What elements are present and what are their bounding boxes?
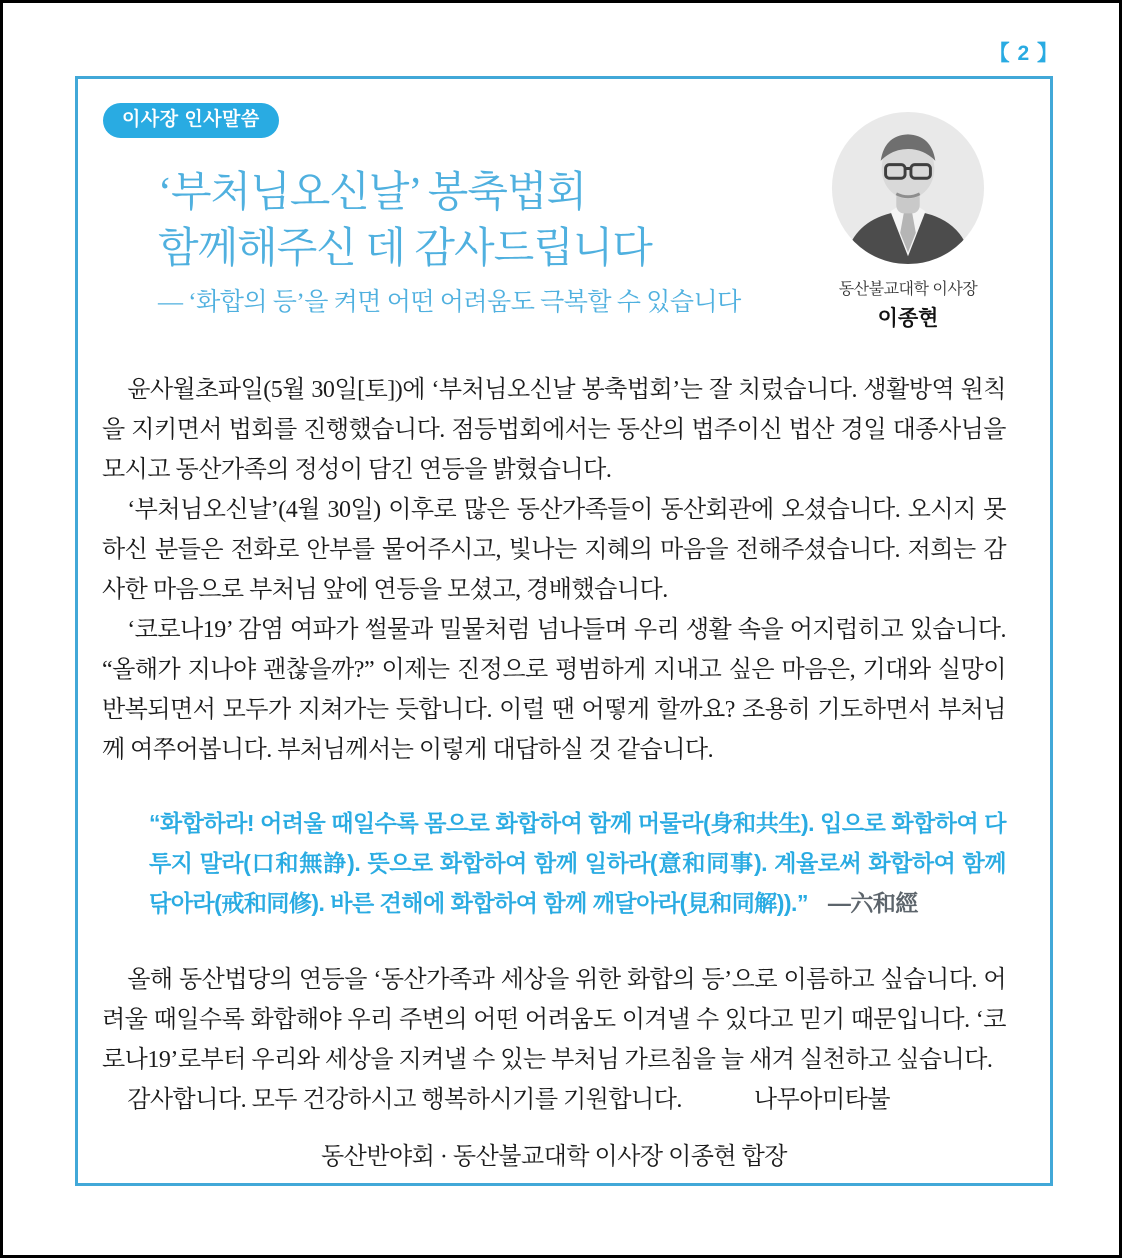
page-number: 【 2 】 — [988, 42, 1059, 65]
scripture-quote-text: “화합하라! 어려울 때일수록 몸으로 화합하여 함께 머물라(身和共生). 입으로 화합하여 다투지 말라(口和無諍). 뜻으로 화합하여 함께 일하라(意和同事). 계율로써 화합하여 함께 닦아라(戒和同修). 바른 견해에 화합하여 함께 깨달아라(見和同解)).” — [149, 810, 1006, 916]
chairman-name: 이종현 — [877, 307, 939, 330]
body-paragraph-1: 윤사월초파일(5월 30일[토])에 ‘부처님오신날 봉축법회’는 잘 치렀습니다. 생활방역 원칙을 지키면서 법회를 진행했습니다. 점등법회에서는 동산의 법주이신 법산 경일 대종사님을 모시고 동산가족의 정성이 담긴 연등을 밝혔습니다. — [102, 377, 1006, 483]
chairman-portrait-photo — [830, 110, 986, 266]
amitabha-text: 나무아미타불 — [753, 1087, 891, 1113]
body-paragraph-4: 올해 동산법당의 연등을 ‘동산가족과 세상을 위한 화합의 등’으로 이름하고 싶습니다. 어려울 때일수록 화합해야 우리 주변의 어떤 어려움도 이겨낼 수 있다고 믿기 때문입니다. ‘코로나19’로부터 우리와 세상을 지켜낼 수 있는 부처님 가르침을 늘 새겨 실천하고 싶습니다. — [102, 967, 1007, 1073]
greeting-body — [102, 370, 1006, 1177]
section-badge: 이사장 인사말씀 — [103, 103, 279, 138]
page-title-line2: 함께해주신 데 감사드립니다 — [158, 226, 652, 272]
closing-signature: 동산반야회 · 동산불교대학 이사장 이종현 합장 — [321, 1144, 787, 1170]
body-paragraph-3: ‘코로나19’ 감염 여파가 썰물과 밀물처럼 넘나들며 우리 생활 속을 어지럽히고 있습니다. “올해가 지나야 괜찮을까?” 이제는 진정으로 평범하게 지내고 싶은 마음은, 기대와 실망이 반복되면서 모두가 지쳐가는 듯합니다. 이럴 땐 어떻게 할까요? 조용히 기도하면서 부처님께 여쭈어봅니다. 부처님께서는 이렇게 대답하실 것 같습니다. — [102, 617, 1006, 763]
page-subtitle: — ‘화합의 등’을 켜면 어떤 어려움도 극복할 수 있습니다 — [158, 289, 741, 316]
scripture-quote-source: —六和經 — [827, 890, 918, 916]
body-paragraph-2: ‘부처님오신날’(4월 30일) 이후로 많은 동산가족들이 동산회관에 오셨습니다. 오시지 못하신 분들은 전화로 안부를 물어주시고, 빛나는 지혜의 마음을 전해주셨습니다. 저희는 감사한 마음으로 부처님 앞에 연등을 모셨고, 경배했습니다. — [102, 497, 1006, 603]
thanks-line — [102, 1080, 1006, 1120]
thanks-text: 감사합니다. 모두 건강하시고 행복하시기를 기원합니다. — [127, 1087, 682, 1113]
content-border-box — [75, 76, 1053, 1186]
page-title-line1: ‘부처님오신날’ 봉축법회 — [158, 170, 587, 216]
scripture-quote — [149, 803, 1006, 923]
chairman-profile — [820, 110, 996, 332]
chairman-affiliation: 동산불교대학 이사장 — [838, 281, 978, 298]
